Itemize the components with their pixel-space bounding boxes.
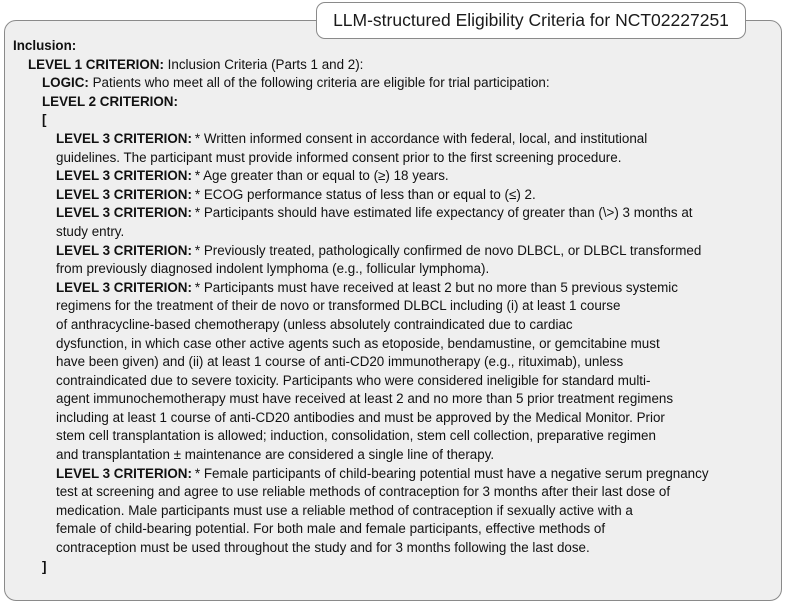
level3-criterion bbox=[13, 167, 773, 186]
level3-label: LEVEL 3 CRITERION: bbox=[56, 465, 192, 481]
level3-criterion bbox=[13, 130, 773, 167]
criterion-text: * Age greater than or equal to (≥) 18 years. bbox=[194, 168, 449, 184]
level1-text: Inclusion Criteria (Parts 1 and 2): bbox=[167, 56, 364, 72]
criterion-text: study entry. bbox=[56, 223, 125, 239]
open-bracket: [ bbox=[42, 112, 47, 128]
criterion-line bbox=[56, 260, 773, 279]
criterion-line bbox=[56, 372, 773, 391]
criterion-text: * Female participants of child-bearing potential must have a negative serum pregnancy bbox=[194, 465, 709, 481]
level3-criterion bbox=[13, 242, 773, 279]
level3-label: LEVEL 3 CRITERION: bbox=[56, 168, 192, 184]
criterion-line bbox=[56, 242, 773, 261]
criterion-text: * Written informed consent in accordance with federal, local, and institutional bbox=[194, 130, 648, 146]
level1-label: LEVEL 1 CRITERION: bbox=[28, 56, 164, 72]
criterion-line bbox=[56, 427, 773, 446]
criterion-line bbox=[56, 390, 773, 409]
level3-label: LEVEL 3 CRITERION: bbox=[56, 186, 192, 202]
level3-criterion bbox=[13, 204, 773, 241]
criterion-line bbox=[56, 335, 773, 354]
criterion-text: including at least 1 course of anti-CD20 antibodies and must be approved by the Medical Monitor. Prior bbox=[56, 409, 665, 425]
criterion-text: contraception must be used throughout the study and for 3 months following the last dose. bbox=[56, 540, 590, 556]
criterion-line bbox=[56, 353, 773, 372]
criterion-line bbox=[56, 167, 773, 186]
logic-label: LOGIC: bbox=[42, 75, 89, 91]
criterion-text: contraindicated due to severe toxicity. Participants who were considered ineligible for standard multi- bbox=[56, 372, 651, 388]
criterion-text: test at screening and agree to use reliable methods of contraception for 3 months after their last dose of bbox=[56, 484, 671, 500]
criterion-text: dysfunction, in which case other active agents such as etoposide, bendamustine, or gemcitabine must bbox=[56, 335, 660, 351]
level1-criterion bbox=[13, 56, 773, 75]
criterion-line bbox=[56, 130, 773, 149]
criterion-line bbox=[56, 149, 773, 168]
close-bracket: ] bbox=[42, 558, 47, 574]
criterion-line bbox=[56, 186, 773, 205]
level3-criterion bbox=[13, 279, 773, 465]
criterion-text: * Previously treated, pathologically confirmed de novo DLBCL, or DLBCL transformed bbox=[194, 242, 702, 258]
criterion-text: female of child-bearing potential. For both male and female participants, effective methods of bbox=[56, 521, 606, 537]
level3-criterion bbox=[13, 465, 773, 558]
criterion-line bbox=[56, 465, 773, 484]
criterion-line bbox=[56, 223, 773, 242]
criterion-text: agent immunochemotherapy must have received at least 2 and no more than 5 prior treatment regimens bbox=[56, 391, 674, 407]
criterion-text: guidelines. The participant must provide informed consent prior to the first screening procedure. bbox=[56, 149, 622, 165]
criterion-line bbox=[56, 483, 773, 502]
criteria-content bbox=[13, 37, 773, 576]
level3-label: LEVEL 3 CRITERION: bbox=[56, 279, 192, 295]
criterion-text: medication. Male participants must use a reliable method of contraception if sexually active with a bbox=[56, 502, 633, 518]
inclusion-heading: Inclusion: bbox=[13, 38, 77, 53]
criterion-text: * ECOG performance status of less than or equal to (≤) 2. bbox=[194, 186, 536, 202]
criterion-text: regimens for the treatment of their de novo or transformed DLBCL including (i) at least 1 course bbox=[56, 298, 621, 314]
criterion-text: from previously diagnosed indolent lymphoma (e.g., follicular lymphoma). bbox=[56, 261, 490, 277]
criterion-text: and transplantation ± maintenance are considered a single line of therapy. bbox=[56, 447, 495, 463]
level3-criterion bbox=[13, 186, 773, 205]
criterion-text: have been given) and (ii) at least 1 course of anti-CD20 immunotherapy (e.g., rituximab), unless bbox=[56, 354, 624, 370]
criterion-line bbox=[56, 204, 773, 223]
criterion-line bbox=[56, 502, 773, 521]
criterion-line bbox=[56, 316, 773, 335]
level3-label: LEVEL 3 CRITERION: bbox=[56, 242, 192, 258]
criterion-line bbox=[56, 539, 773, 558]
criterion-text: of anthracycline-based chemotherapy (unless absolutely contraindicated due to cardiac bbox=[56, 316, 573, 332]
criterion-line bbox=[56, 297, 773, 316]
criterion-text: stem cell transplantation is allowed; induction, consolidation, stem cell collection, preparative regimen bbox=[56, 428, 656, 444]
criterion-line bbox=[56, 446, 773, 465]
criterion-text: * Participants must have received at least 2 but no more than 5 previous systemic bbox=[194, 279, 678, 295]
criterion-line bbox=[56, 409, 773, 428]
criterion-line bbox=[56, 279, 773, 298]
criterion-text: * Participants should have estimated life expectancy of greater than (\>) 3 months at bbox=[194, 205, 693, 221]
logic-line bbox=[13, 74, 773, 93]
panel-title: LLM-structured Eligibility Criteria for NCT02227251 bbox=[316, 2, 746, 39]
criterion-line bbox=[56, 520, 773, 539]
level3-label: LEVEL 3 CRITERION: bbox=[56, 130, 192, 146]
level3-criteria-list bbox=[13, 130, 773, 558]
level2-label: LEVEL 2 CRITERION: bbox=[42, 93, 178, 109]
logic-text: Patients who meet all of the following criteria are eligible for trial participation: bbox=[92, 75, 550, 91]
level3-label: LEVEL 3 CRITERION: bbox=[56, 205, 192, 221]
